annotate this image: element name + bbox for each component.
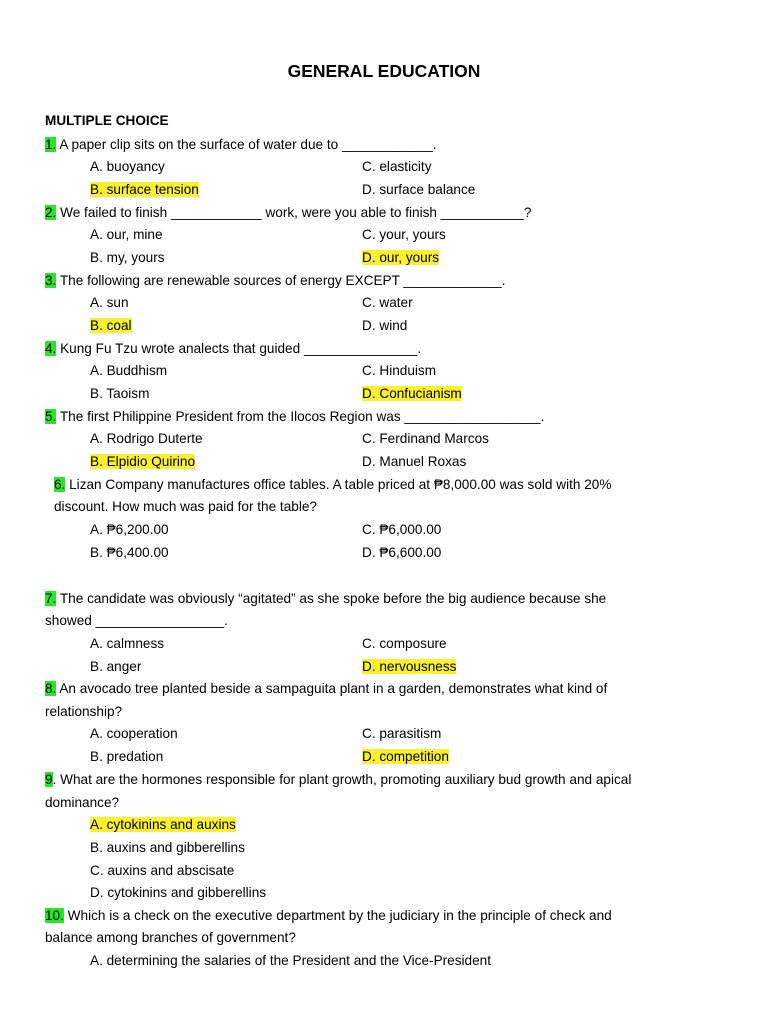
question-1 bbox=[45, 136, 436, 154]
question-8 bbox=[45, 680, 607, 698]
question-text: The first Philippine President from the Ilocos Region was __________________. bbox=[56, 409, 545, 424]
question-text-continued: balance among branches of government? bbox=[45, 930, 296, 945]
option-b bbox=[90, 453, 195, 471]
option-b: B. my, yours bbox=[90, 250, 165, 265]
option-b: B. anger bbox=[90, 659, 142, 674]
option-d: D. surface balance bbox=[362, 182, 476, 197]
question-10 bbox=[45, 907, 612, 925]
option-c: C. auxins and abscisate bbox=[90, 863, 235, 878]
question-text: Kung Fu Tzu wrote analects that guided _______________. bbox=[56, 341, 422, 356]
question-text: An avocado tree planted beside a sampaguita plant in a garden, demonstrates what kind of bbox=[56, 681, 608, 696]
option-d bbox=[362, 385, 462, 403]
option-c: C. composure bbox=[362, 636, 447, 651]
answer-highlight: A. cytokinins and auxins bbox=[90, 817, 236, 832]
question-2 bbox=[45, 204, 531, 222]
question-text-continued: relationship? bbox=[45, 704, 123, 719]
option-b: B. auxins and gibberellins bbox=[90, 840, 245, 855]
document-title: GENERAL EDUCATION bbox=[287, 61, 481, 81]
option-d bbox=[362, 249, 439, 267]
question-text: . What are the hormones responsible for plant growth, promoting auxiliary bud growth and apical bbox=[52, 772, 632, 787]
question-text: A paper clip sits on the surface of water due to ____________. bbox=[56, 137, 437, 152]
option-a: A. our, mine bbox=[90, 227, 163, 242]
question-7 bbox=[45, 590, 606, 608]
option-a: A. Buddhism bbox=[90, 363, 168, 378]
question-3 bbox=[45, 272, 505, 290]
question-text: Lizan Company manufactures office tables. A table priced at ₱8,000.00 was sold with 20% bbox=[65, 477, 612, 492]
question-text: The following are renewable sources of energy EXCEPT _____________. bbox=[56, 273, 506, 288]
option-d: D. wind bbox=[362, 318, 408, 333]
answer-highlight: D. nervousness bbox=[362, 659, 457, 674]
question-number: 3. bbox=[45, 273, 57, 288]
answer-highlight: B. coal bbox=[90, 318, 132, 333]
question-number: 8. bbox=[45, 681, 57, 696]
option-b bbox=[90, 317, 132, 335]
option-d bbox=[362, 748, 449, 766]
option-b: B. ₱6,400.00 bbox=[90, 545, 169, 560]
answer-highlight: D. Confucianism bbox=[362, 386, 462, 401]
question-number: 7. bbox=[45, 591, 57, 606]
option-b bbox=[90, 181, 199, 199]
option-a: A. determining the salaries of the President and the Vice-President bbox=[90, 953, 491, 968]
option-a: A. cooperation bbox=[90, 726, 178, 741]
option-c: C. water bbox=[362, 295, 413, 310]
option-a: A. buoyancy bbox=[90, 159, 165, 174]
question-number: 4. bbox=[45, 341, 57, 356]
option-b: B. predation bbox=[90, 749, 164, 764]
question-text: We failed to finish ____________ work, were you able to finish ___________? bbox=[56, 205, 532, 220]
option-a: A. ₱6,200.00 bbox=[90, 522, 169, 537]
question-6 bbox=[54, 476, 611, 494]
option-c: C. ₱6,000.00 bbox=[362, 522, 442, 537]
answer-highlight: D. competition bbox=[362, 749, 449, 764]
question-number: 5. bbox=[45, 409, 57, 424]
option-a: A. sun bbox=[90, 295, 129, 310]
section-heading: MULTIPLE CHOICE bbox=[45, 113, 169, 128]
question-5 bbox=[45, 408, 544, 426]
option-c: C. Hinduism bbox=[362, 363, 437, 378]
question-text-continued: showed _________________. bbox=[45, 613, 228, 628]
option-d: D. cytokinins and gibberellins bbox=[90, 885, 267, 900]
option-c: C. Ferdinand Marcos bbox=[362, 431, 489, 446]
option-a: A. calmness bbox=[90, 636, 165, 651]
option-c: C. your, yours bbox=[362, 227, 446, 242]
question-4 bbox=[45, 340, 421, 358]
question-number: 2. bbox=[45, 205, 57, 220]
question-text: The candidate was obviously “agitated” as she spoke before the big audience because she bbox=[56, 591, 607, 606]
question-number: 9 bbox=[45, 772, 53, 787]
option-a: A. Rodrigo Duterte bbox=[90, 431, 203, 446]
option-a bbox=[90, 816, 236, 834]
option-c: C. elasticity bbox=[362, 159, 432, 174]
question-9 bbox=[45, 771, 631, 789]
option-b: B. Taoism bbox=[90, 386, 150, 401]
question-text-continued: dominance? bbox=[45, 795, 120, 810]
question-number: 1. bbox=[45, 137, 57, 152]
option-d bbox=[362, 658, 456, 676]
question-number: 10. bbox=[45, 908, 64, 923]
option-c: C. parasitism bbox=[362, 726, 442, 741]
option-d: D. ₱6,600.00 bbox=[362, 545, 442, 560]
question-text: Which is a check on the executive department by the judiciary in the principle of check and bbox=[63, 908, 612, 923]
question-text-continued: discount. How much was paid for the table? bbox=[54, 499, 317, 514]
question-number: 6. bbox=[54, 477, 66, 492]
option-d: D. Manuel Roxas bbox=[362, 454, 467, 469]
answer-highlight: B. Elpidio Quirino bbox=[90, 454, 196, 469]
answer-highlight: B. surface tension bbox=[90, 182, 199, 197]
answer-highlight: D. our, yours bbox=[362, 250, 440, 265]
